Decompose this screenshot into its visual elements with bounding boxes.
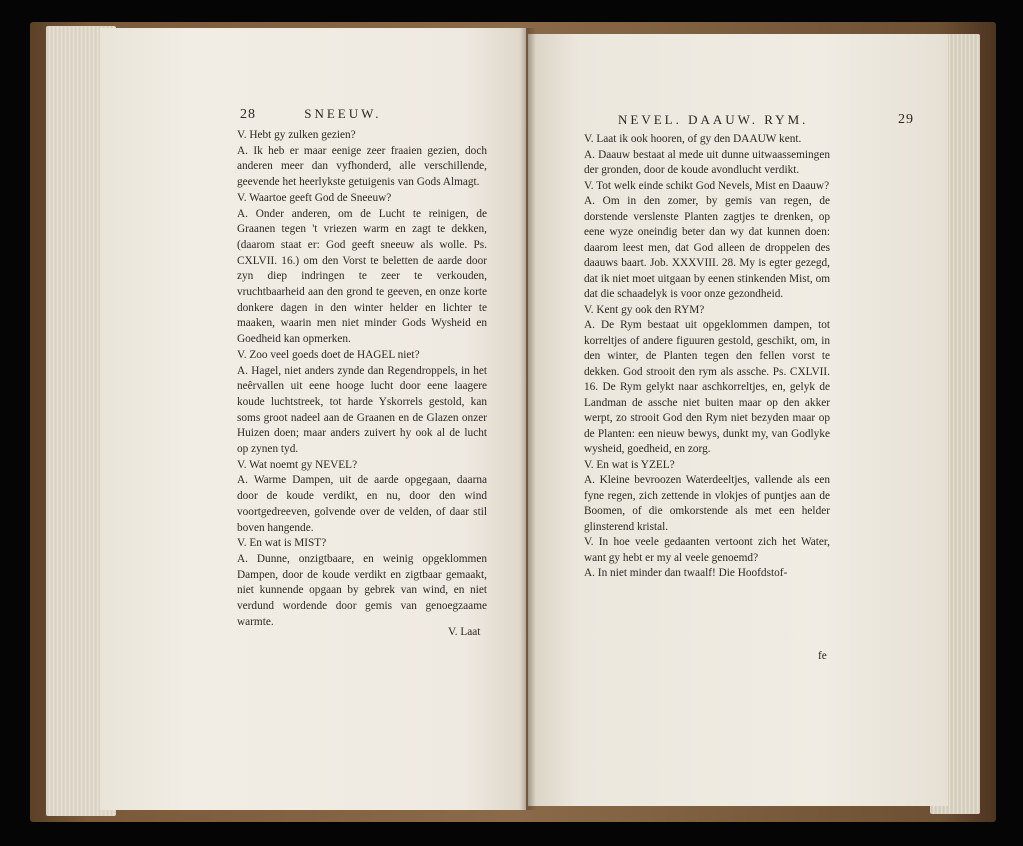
right-catchword: fe	[818, 650, 827, 662]
left-paragraph: V. Zoo veel goeds doet de HAGEL niet?	[237, 348, 420, 361]
right-paragraph: V. Kent gy ook den RYM?	[584, 303, 705, 316]
right-paragraph: A. In niet minder dan twaalf! Die Hoofdstof-	[584, 567, 788, 579]
right-page-text	[584, 132, 830, 582]
right-paragraph: V. Tot welk einde schikt God Nevels, Mist en Daauw?	[584, 179, 830, 192]
left-paragraph: V. Hebt gy zulken gezien?	[237, 129, 356, 141]
left-paragraph: V. Waartoe geeft God de Sneeuw?	[237, 191, 392, 204]
right-paragraph: V. En wat is YZEL?	[584, 458, 675, 471]
right-paragraph: A. De Rym bestaat uit opgeklommen dampen, tot korreltjes of andere figuuren gestold, geschikt, om, in den winter, de Planten tegen den fellen vorst te dekken. God strooit den rym als assche. Ps. CXLVII. 16. De Rym gelykt naar aschkorreltjes, en, gelyk de Landman de assche niet buiten maar op den akker werpt, zo strooit God den Rym niet bezyden maar op de Planten: een nieuw bewys, dunkt my, van Godlyke wysheid, goedheid, en zorg.	[584, 319, 830, 455]
left-paragraph: A. Ik heb er maar eenige zeer fraaien gezien, doch anderen meer dan vyfhonderd, alle verschillende, geevende het heerlykste getuigenis van Gods Almagt.	[237, 144, 487, 189]
left-paragraph: A. Hagel, niet anders zynde dan Regendroppels, in het neêrvallen uit eene hooge lucht door eene laagere koude luchtstreek, tot harde Yskorrels gestold, kan soms groot nadeel aan de Graanen en de Glazen onzer Huizen doen; maar anders zuivert hy ook al de lucht op zynen tyd.	[237, 364, 487, 456]
left-paragraph: A. Warme Dampen, uit de aarde opgegaan, daarna door de koude verdikt, en nu, door den wind voortgedreeven, golvende over de velden, of daar stil boven hangende.	[237, 474, 487, 534]
right-page-number: 29	[898, 112, 914, 127]
left-page-text	[237, 128, 487, 631]
left-page-title: SNEEUW.	[304, 106, 382, 121]
left-paragraph: A. Dunne, onzigtbaare, en weinig opgeklommen Dampen, door de koude verdikt en zigtbaar gemaakt, niet kunnende opgaan by gebrek van wind, en niet verdund wordende door gemis van genoegzaame warmte.	[237, 552, 487, 628]
right-paragraph: A. Daauw bestaat al mede uit dunne uitwaassemingen der gronden, door de koude avondlucht verdikt.	[584, 148, 830, 176]
left-paragraph: A. Onder anderen, om de Lucht te reinigen, de Graanen tegen 't vriezen warm en zagt te dekken, (daarom staat er: God geeft sneeuw als wolle. Ps. CXLVII. 16.) om den Vorst te beletten de aarde door zyn diep indringen te zeer te verkouden, vruchtbaarheid aan den grond te geeven, en onze korte donkere dagen in den winter helder en lichter te maaken, waarin men niet minder Gods Wysheid en Goedheid kan opmerken.	[237, 207, 487, 346]
right-paragraph: V. In hoe veele gedaanten vertoont zich het Water, want gy hebt er my al veele genoemd?	[584, 536, 830, 564]
right-paragraph: A. Om in den zomer, by gemis van regen, de dorstende verslenste Planten zagtjes te drenken, op eene wyze oneindig beter dan wy dat kunnen doen: daarom leest men, dat God alleen de droppelen des daauws baart. Job. XXXVIII. 28. My is egter gezegd, dat ik niet moet uitgaan by eenen stinkenden Mist, om dat die schaadelyk is voor onze gezondheid.	[584, 195, 830, 300]
left-running-header	[240, 106, 480, 123]
right-paragraph: V. Laat ik ook hooren, of gy den DAAUW kent.	[584, 133, 802, 145]
right-running-header	[618, 112, 914, 128]
left-paragraph: V. En wat is MIST?	[237, 537, 327, 550]
book-gutter	[520, 28, 536, 810]
right-paragraph: A. Kleine bevroozen Waterdeeltjes, vallende als een fyne regen, zich zettende in vlokjes of puntjes aan de Boomen, of die omkorstende als met een helder glinsterend kristal.	[584, 474, 830, 533]
left-catchword: V. Laat	[448, 626, 481, 638]
left-paragraph: V. Wat noemt gy NEVEL?	[237, 458, 358, 471]
right-page-title: NEVEL. DAAUW. RYM.	[618, 112, 809, 127]
left-page-number: 28	[240, 107, 256, 122]
